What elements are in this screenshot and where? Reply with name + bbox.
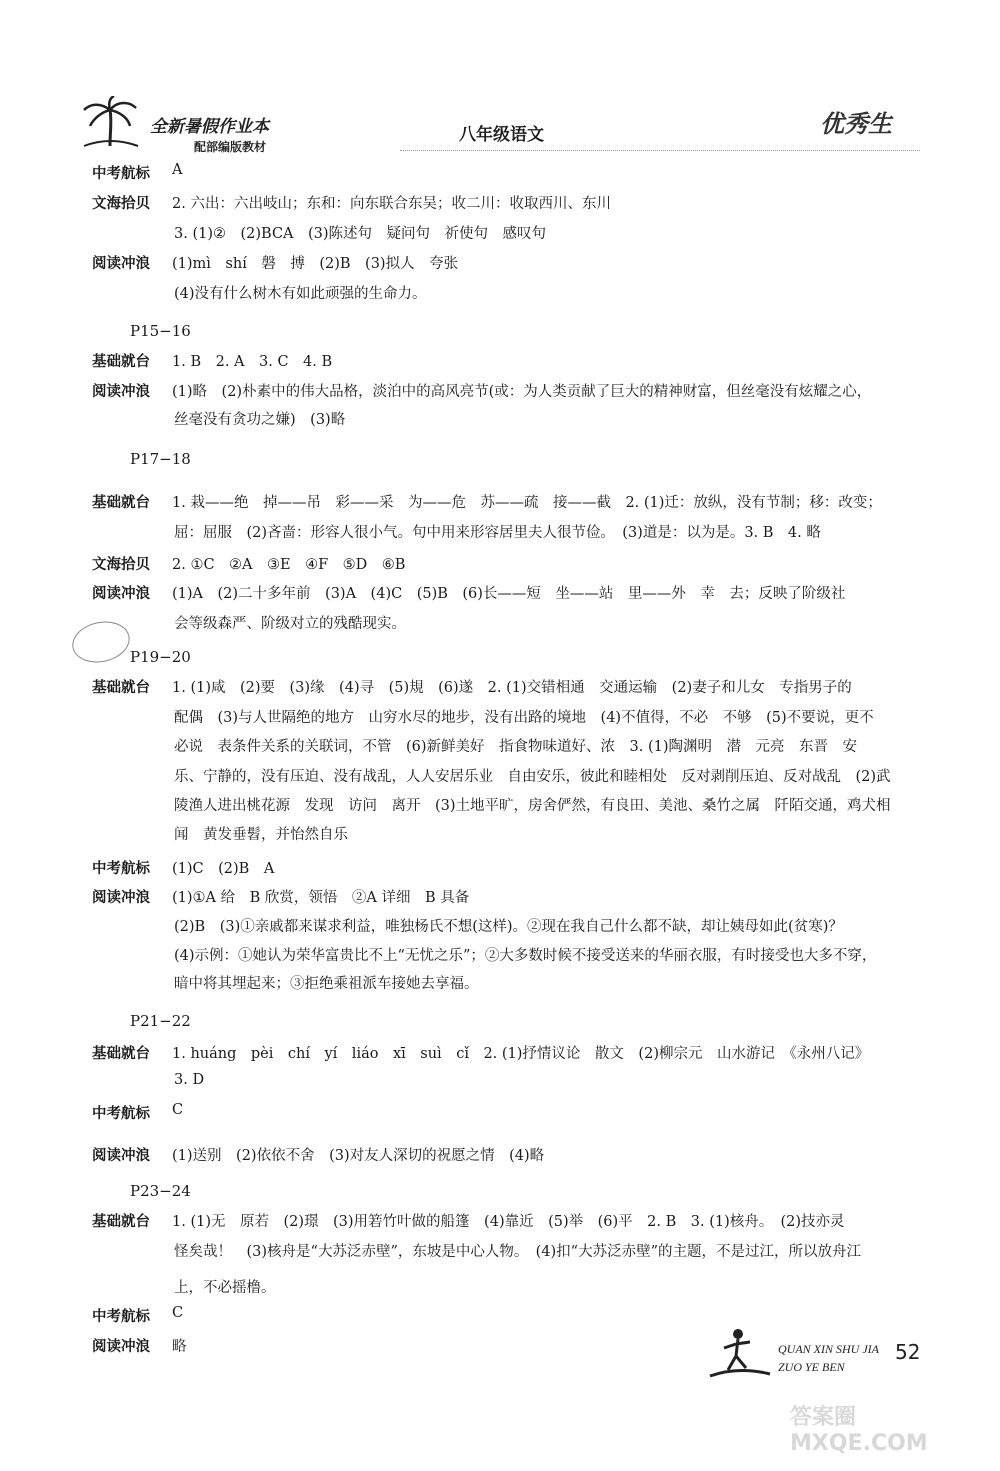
answer-text: 怪矣哉！ (3)核舟是“大苏泛赤壁”，东坡是中心人物。 (4)扣“大苏泛赤壁”的主题，不是过江，所以放舟江	[174, 1244, 861, 1260]
brand-logo: 优秀生	[820, 110, 892, 138]
section-label: 阅读冲浪	[92, 586, 150, 602]
surfer-icon	[700, 1326, 776, 1386]
section-label: 阅读冲浪	[92, 256, 150, 272]
section-label: 阅读冲浪	[92, 890, 150, 906]
answer-text: (1)送别 (2)依依不舍 (3)对友人深切的祝愿之情 (4)略	[172, 1148, 545, 1164]
section-page-range: P17−18	[130, 450, 191, 468]
section-page-range: P23−24	[130, 1182, 191, 1200]
answer-text: 1. (1)咸 (2)要 (3)缘 (4)寻 (5)規 (6)遂 2. (1)交错相通 交通运输 (2)妻子和儿女 专指男子的	[172, 680, 852, 696]
subject-title: 八年级语文	[459, 125, 544, 145]
answer-text: 1. 栽——绝 掉——吊 彩——采 为——危 苏——疏 接——截 2. (1)迁：放纵，没有节制；移：改变；	[172, 495, 882, 511]
answer-text: 屈：屈服 (2)吝啬：形容人很小气。句中用来形容居里夫人很节俭。 (3)道是：以为是。3. B 4. 略	[174, 525, 821, 541]
section-page-range: P21−22	[130, 1012, 191, 1030]
section-page-range: P19−20	[130, 648, 191, 666]
palm-tree-logo-icon	[80, 96, 140, 150]
answer-text: 2. 六出：六出岐山；东和：向东联合东吴；收二川：收取西川、东川	[172, 196, 611, 212]
answer-text: 暗中将其埋起来；③拒绝乘祖派车接她去享福。	[174, 976, 479, 992]
section-label: 基础就台	[92, 680, 150, 696]
section-page-range: P15−16	[130, 322, 191, 340]
answer-text: (1)A (2)二十多年前 (3)A (4)C (5)B (6)长——短 坐——站 里——外 幸 去；反映了阶级社	[172, 586, 846, 602]
section-label: 阅读冲浪	[92, 1148, 150, 1164]
header-rule	[400, 150, 920, 151]
stamp-icon	[68, 616, 133, 667]
answer-text: 1. B 2. A 3. C 4. B	[172, 354, 333, 370]
section-label: 阅读冲浪	[92, 384, 150, 400]
watermark: 答案圈 MXQE.COM	[790, 1405, 928, 1456]
section-label: 中考航标	[92, 861, 150, 877]
book-subtitle: 配部编版教材	[194, 140, 267, 154]
answer-text: 闻 黄发垂髫，并怡然自乐	[174, 827, 348, 843]
answer-text: (1)C (2)B A	[172, 861, 275, 877]
section-label: 中考航标	[92, 1309, 150, 1325]
answer-text: 略	[172, 1339, 187, 1355]
page-number: 52	[895, 1340, 921, 1364]
section-label: 文海拾贝	[92, 196, 150, 212]
answer-text: C	[172, 1102, 184, 1118]
answer-text: 1. huáng pèi chí yí liáo xī suì cǐ 2. (1)抒情议论 散文 (2)柳宗元 山水游记 《永州八记》	[172, 1046, 870, 1062]
section-label: 文海拾贝	[92, 557, 150, 573]
section-label: 阅读冲浪	[92, 1339, 150, 1355]
footer-latin-line1: QUAN XIN SHU JIA	[778, 1342, 879, 1356]
answer-text: (2)B (3)①亲戚都来谋求利益，唯独杨氏不想(这样)。②现在我自己什么都不缺，却让姨母如此(贫寒)？	[174, 919, 843, 935]
answer-text: (4)没有什么树木有如此顽强的生命力。	[174, 286, 427, 302]
book-title: 全新暑假作业本	[150, 117, 269, 137]
answer-text: 上，不必摇橹。	[174, 1280, 276, 1296]
section-label: 基础就台	[92, 1214, 150, 1230]
answer-text: (1)略 (2)朴素中的伟大品格，淡泊中的高风亮节(或：为人类贡献了巨大的精神财富，但丝毫没有炫耀之心，	[172, 384, 872, 400]
answer-text: A	[172, 162, 183, 178]
header	[0, 0, 1000, 160]
section-label: 基础就台	[92, 354, 150, 370]
answer-text: C	[172, 1305, 184, 1321]
answer-text: 3. D	[174, 1072, 205, 1088]
section-label: 中考航标	[92, 1106, 150, 1122]
answer-text: 陵渔人进出桃花源 发现 访问 离开 (3)土地平旷，房舍俨然，有良田、美池、桑竹之属 阡陌交通，鸡犬相	[174, 798, 891, 814]
answer-text: (1)mì shí 磐 搏 (2)B (3)拟人 夸张	[172, 256, 459, 272]
answer-text: 配偶 (3)与人世隔绝的地方 山穷水尽的地步，没有出路的境地 (4)不值得，不必 不够 (5)不要说，更不	[174, 710, 874, 726]
section-label: 基础就台	[92, 495, 150, 511]
answer-text: 3. (1)② (2)BCA (3)陈述句 疑问句 祈使句 感叹句	[174, 226, 547, 242]
answer-text: 1. (1)无 原若 (2)璟 (3)用箬竹叶做的船篷 (4)靠近 (5)举 (6)平 2. B 3. (1)核舟。 (2)技亦灵	[172, 1214, 845, 1230]
answer-text: 必说 表条件关系的关联词，不管 (6)新鲜美好 指食物味道好、浓 3. (1)陶渊明 潜 元亮 东晋 安	[174, 739, 858, 755]
answer-text: (1)①A 给 B 欣赏，领悟 ②A 详细 B 具备	[172, 890, 470, 906]
section-label: 中考航标	[92, 166, 150, 182]
answer-text: 乐、宁静的，没有压迫、没有战乱，人人安居乐业 自由安乐，彼此和睦相处 反对剥削压迫、反对战乱 (2)武	[174, 769, 891, 785]
answer-text: 2. ①C ②A ③E ④F ⑤D ⑥B	[172, 557, 406, 573]
answer-text: (4)示例：①她认为荣华富贵比不上“无忧之乐”；②大多数时候不接受送来的华丽衣服，有时接受也大多不穿，	[174, 948, 877, 964]
footer-latin-line2: ZUO YE BEN	[778, 1360, 845, 1374]
answer-text: 会等级森严、阶级对立的残酷现实。	[174, 616, 406, 632]
answer-text: 丝毫没有贪功之嫌) (3)略	[174, 412, 346, 428]
section-label: 基础就台	[92, 1046, 150, 1062]
